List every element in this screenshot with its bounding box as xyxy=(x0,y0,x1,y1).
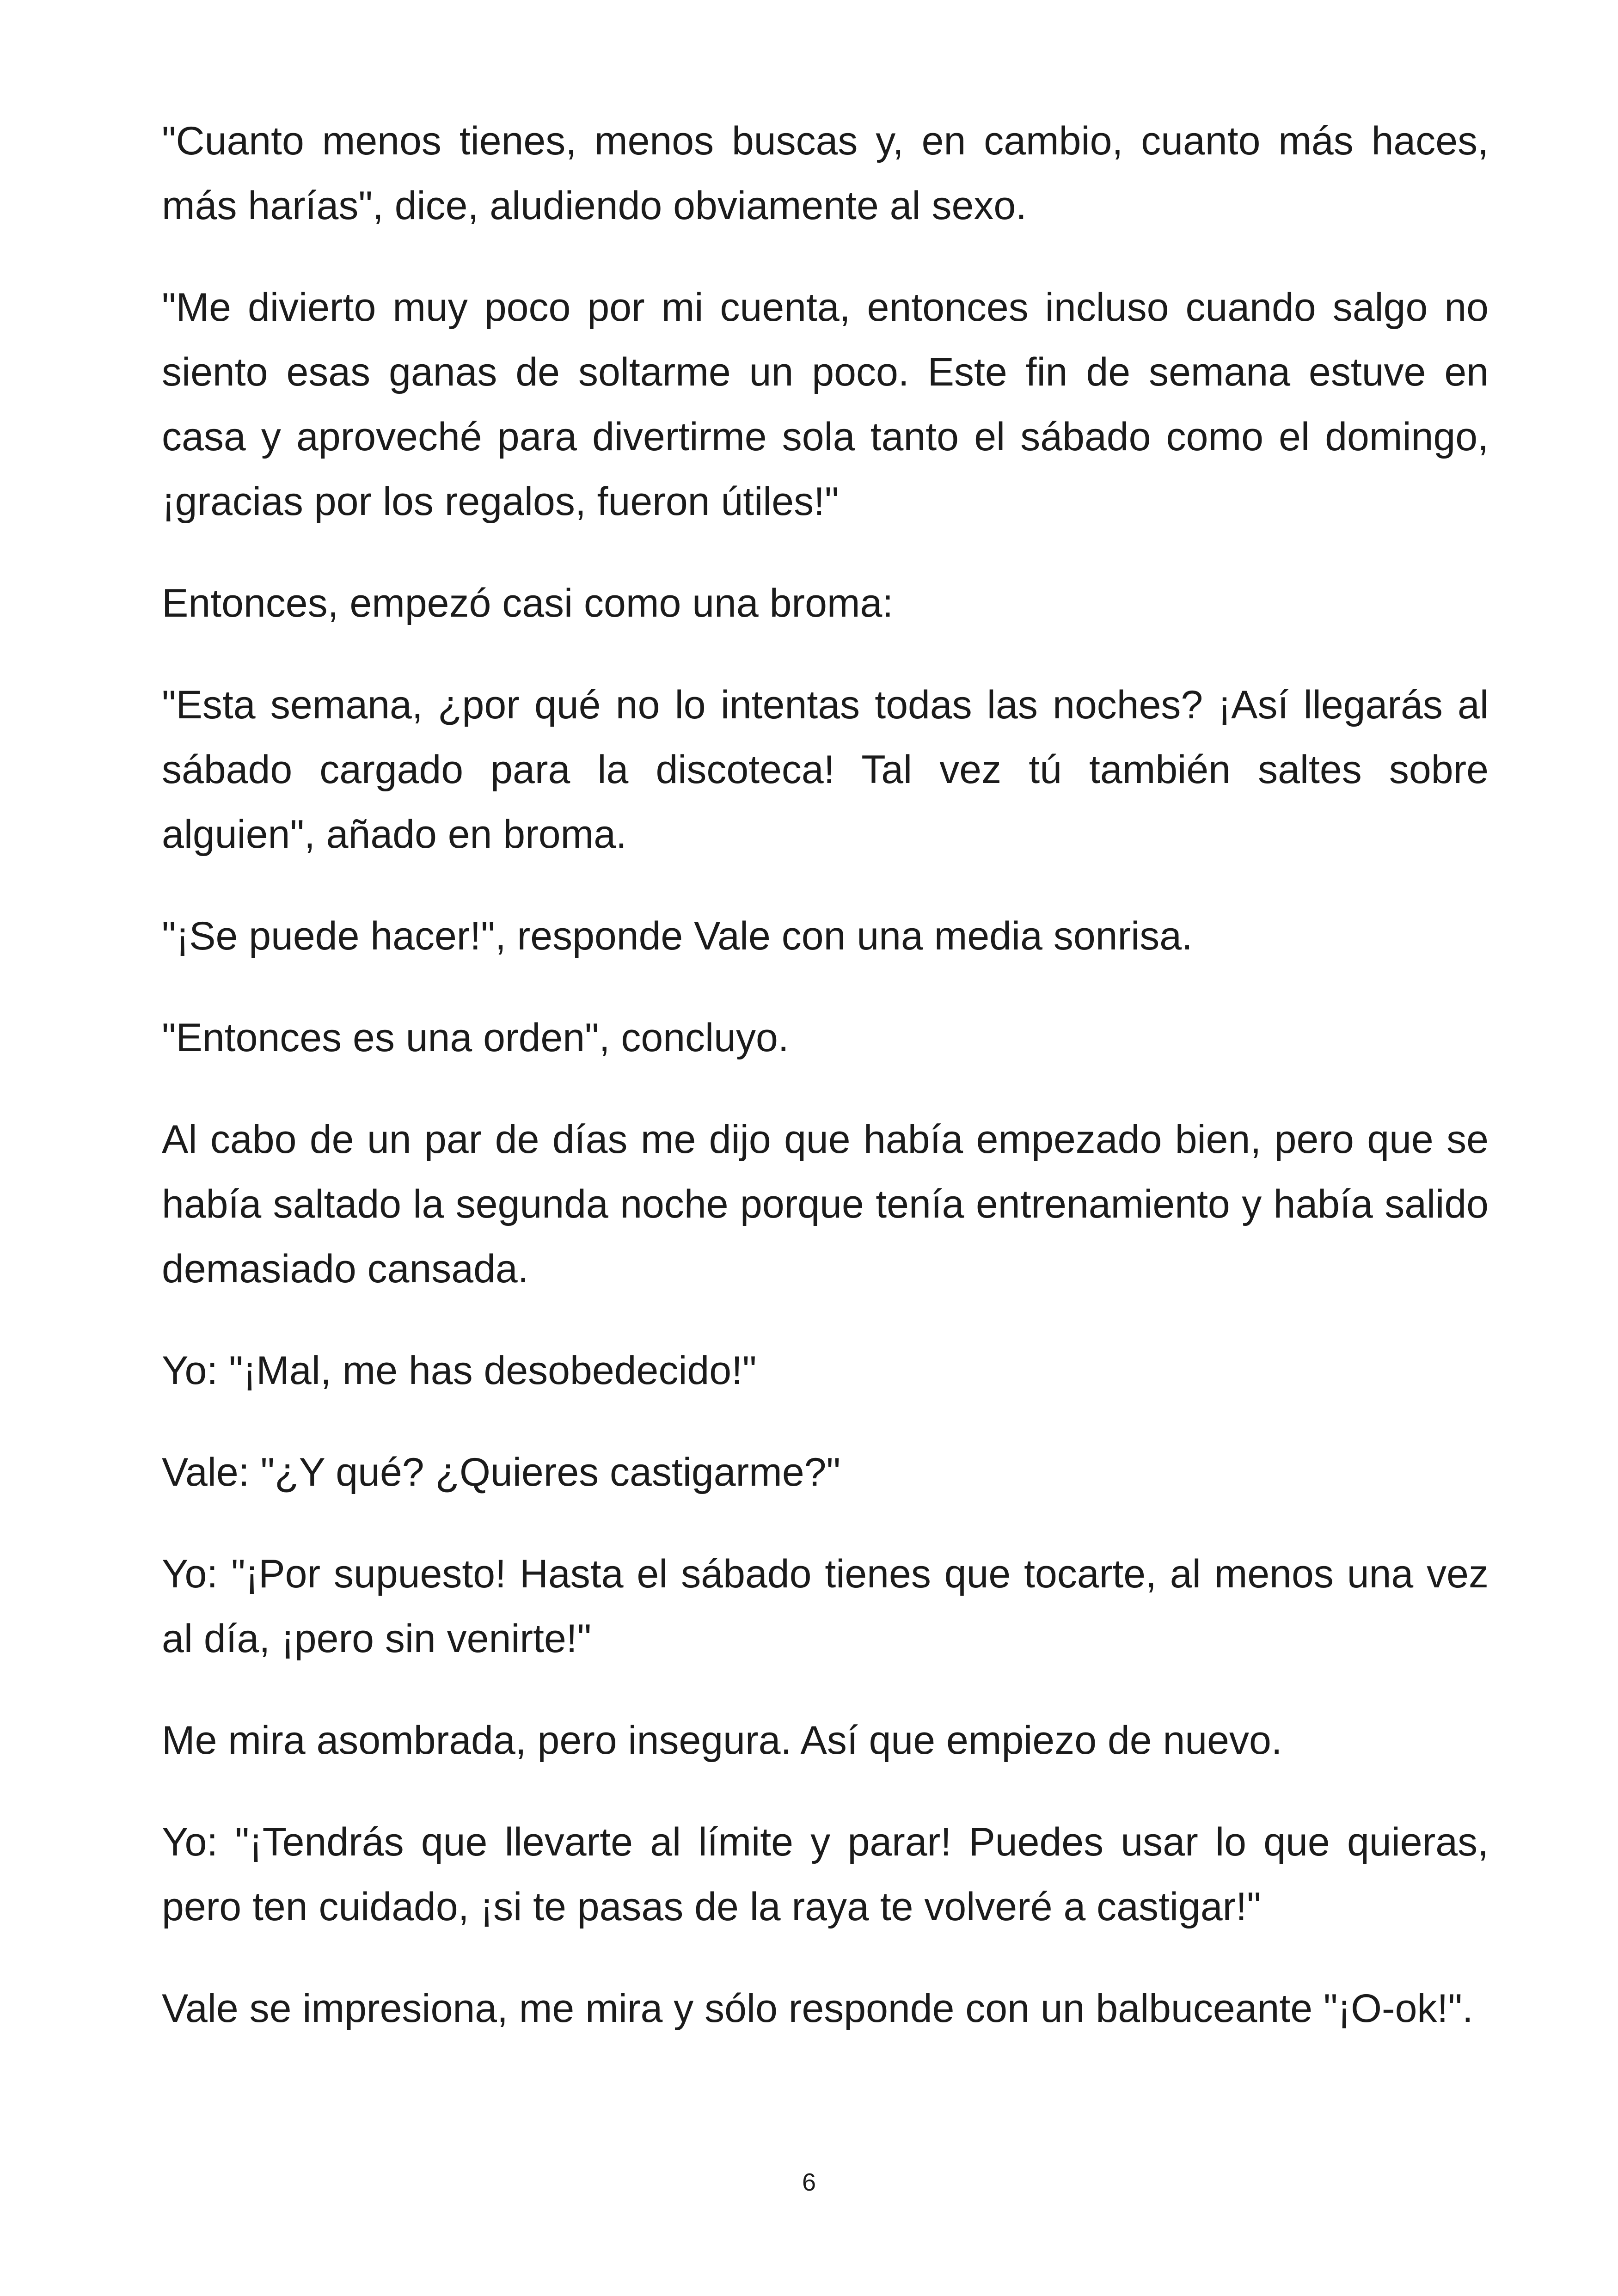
paragraph-13: Vale se impresiona, me mira y sólo responde con un balbuceante "¡O-ok!". xyxy=(162,1986,1473,2031)
paragraph-1: "Cuanto menos tienes, menos buscas y, en cambio, cuanto más haces, más harías", dice, aludiendo obviamente al sexo. xyxy=(162,119,1489,228)
paragraph-4: "Esta semana, ¿por qué no lo intentas todas las noches? ¡Así llegarás al sábado cargado para la discoteca! Tal vez tú también saltes sobre alguien", añado en broma. xyxy=(162,683,1489,857)
page-number: 6 xyxy=(802,2168,816,2196)
paragraph-5: "¡Se puede hacer!", responde Vale con una media sonrisa. xyxy=(162,914,1193,958)
paragraph-3: Entonces, empezó casi como una broma: xyxy=(162,581,894,625)
paragraph-2: "Me divierto muy poco por mi cuenta, entonces incluso cuando salgo no siento esas ganas de soltarme un poco. Este fin de semana estuve en casa y aproveché para divertirme sola tanto el sábado como el domingo, ¡gracias por los regalos, fueron útiles!" xyxy=(162,285,1489,524)
paragraph-9: Vale: "¿Y qué? ¿Quieres castigarme?" xyxy=(162,1450,841,1494)
body-text xyxy=(162,109,1489,2078)
paragraph-6: "Entonces es una orden", concluyo. xyxy=(162,1016,789,1060)
paragraph-7: Al cabo de un par de días me dijo que había empezado bien, pero que se había saltado la segunda noche porque tenía entrenamiento y había salido demasiado cansada. xyxy=(162,1117,1489,1291)
paragraph-10: Yo: "¡Por supuesto! Hasta el sábado tienes que tocarte, al menos una vez al día, ¡pero sin venirte!" xyxy=(162,1552,1489,1661)
paragraph-12: Yo: "¡Tendrás que llevarte al límite y parar! Puedes usar lo que quieras, pero ten cuidado, ¡si te pasas de la raya te volveré a castigar!" xyxy=(162,1820,1489,1929)
paragraph-8: Yo: "¡Mal, me has desobedecido!" xyxy=(162,1348,757,1393)
paragraph-11: Me mira asombrada, pero insegura. Así que empiezo de nuevo. xyxy=(162,1718,1282,1763)
